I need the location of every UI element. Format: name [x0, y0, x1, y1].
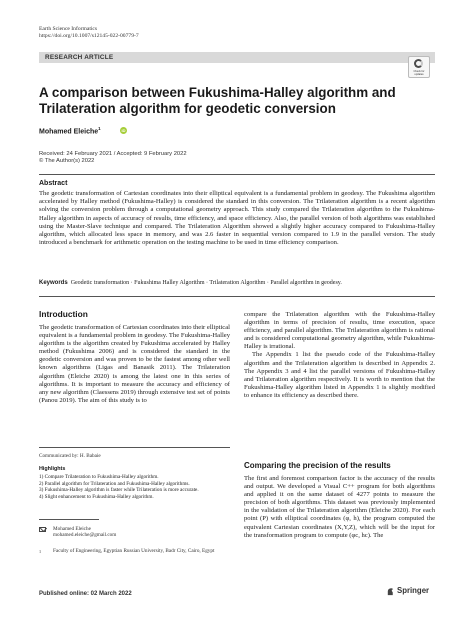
abstract-top-rule — [39, 174, 435, 175]
author-name: Mohamed Eleiche — [39, 128, 99, 136]
introduction-right-text-2: The Appendix 1 list the pseudo code of the Fukushima-Halley algorithm and the Trilateration algorithm is described in Appendix 2. The Appendix 3 and 4 list the parallel versions of Fukushima-Halley and Trilateration algorithm respectively. It is worth to mention that the Fukushima-Halley algorithm listed in Appendix 1 is slightly modified to enhance its efficiency as described there. — [244, 351, 435, 399]
author-line — [39, 126, 101, 135]
precision-section-heading: Comparing the precision of the results — [244, 461, 391, 470]
published-online-date: Published online: 02 March 2022 — [39, 591, 132, 597]
update-icon — [414, 59, 423, 68]
communicated-by: Communicated by: H. Babaie — [39, 453, 101, 459]
introduction-right-text: compare the Trilateration algorithm with the Fukushima-Halley algorithm in terms of precision of results, time execution, space efficiency, and parallel algorithm. The Trilateration algorithm is rational and is considered computational geometry algorithm, while Fukushima-Halley is irrational. — [244, 311, 435, 351]
affiliation-text: Faculty of Engineering, Egyptian Russian University, Badr City, Cairo, Egypt — [53, 548, 215, 554]
footnote-rule — [39, 447, 230, 448]
check-for-updates-label: Check for updates — [413, 70, 425, 76]
keywords-text: Geodetic transformation · Fukushima Halley Algorithm · Trilateration Algorithm · Parallel algorithm in geodesy. — [70, 280, 342, 286]
doi-link[interactable]: https://doi.org/10.1007/s12145-022-00779-7 — [39, 33, 139, 39]
keywords-label: Keywords — [39, 280, 68, 286]
orcid-icon[interactable]: iD — [121, 128, 126, 133]
paper-title: A comparison between Fukushima-Halley algorithm and Trilateration algorithm for geodetic conversion — [39, 85, 396, 116]
highlight-item: 4) Slight enhancement to Fukushima-Halley algorithm. — [39, 493, 154, 500]
highlight-item: 3) Fukushima-Halley algorithm is faster while Trilateration is more accurate. — [39, 487, 199, 494]
affiliation-rule — [39, 519, 99, 520]
journal-name: Earth Science Informatics — [39, 26, 98, 32]
check-for-updates-badge[interactable] — [408, 56, 430, 78]
highlights-list — [39, 474, 229, 500]
highlights-heading: Highlights — [39, 466, 66, 472]
highlight-item: 2) Parallel algorithm for Trilateration and Fukushima-Halley algorithms. — [39, 480, 190, 487]
publisher-logo-text: Springer — [397, 586, 430, 595]
highlight-item: 1) Compare Trilateration to Fukushima-Halley algorithm. — [39, 474, 159, 480]
corresponding-author-name: Mohamed Eleiche — [53, 526, 91, 532]
abstract-text: The geodetic transformation of Cartesian coordinates into their elliptical equivalent is a fundamental problem in geodesy. The Fukushima algorithm accelerated by Halley method (Fukushima-Halley) is considered the standard in this conversion. The Trilateration algorithm is a recent algorithm solving the conversion problem through a computational geometry approach. This study compared the Trilateration algorithm to the Fukushima-Halley algorithm in aspects of accuracy of results, time efficiency, and space efficiency. Also, the parallel version of both algorithms was established using the Master-Slave technique and compared. The Trilateration Algorithm showed a slightly higher accuracy compared to Fukushima-Halley algorithm, which allocated less space in memory, and was 2.6 faster in sequential version compared to 1.9 in the parallel version. The study introduced a benchmark for arithmetic operation on the testing machine to be used in time efficiency comparison. — [39, 190, 435, 247]
received-accepted-dates: Received: 24 February 2021 / Accepted: 9 February 2022 — [39, 151, 187, 157]
introduction-right-column — [244, 311, 435, 400]
envelope-icon — [39, 527, 46, 532]
introduction-heading: Introduction — [39, 309, 88, 319]
article-type-label: RESEARCH ARTICLE — [45, 54, 114, 61]
introduction-left-text: The geodetic transformation of Cartesian coordinates into their elliptical equivalent is a fundamental problem in geodesy. The Fukushima-Halley algorithm is the algorithm created by Fukushima accelerated by Halley method (Fukushima 2006) and is considered the standard in the geodetic conversion and was proven to be the fastest among other well known algorithms (Ligas and Banasik 2011). The Trilateration algorithm (Eleiche 2020) is among the latest one in this series of algorithms. It is important to measure the accuracy and efficiency of any new algorithm (Claessens 2019) through extensive test set of points (Panou 2019). The aim of this study is to — [39, 324, 230, 404]
affiliation-number: 1 — [39, 549, 42, 554]
precision-section-text: The first and foremost comparison factor is the accuracy of the results and output. We developed a Visual C++ program for both algorithms and applied it on the same dataset of 4277 points to measure the precision of both algorithms. This dataset was previously implemented in the validation of the Trilateration algorithm (Eleiche 2020). For each point (P) with elliptical coordinates (φ, h), the program computed the equivalent Cartesian coordinates (X,Y,Z), which will be the input for the transformation program to compute (φc, hc). The — [244, 475, 435, 539]
springer-horse-icon — [386, 587, 395, 596]
article-type-banner — [39, 52, 435, 63]
author-affiliation-mark: 1 — [98, 126, 101, 131]
keywords-line — [39, 280, 435, 287]
abstract-heading: Abstract — [39, 180, 68, 187]
keywords-bottom-rule — [39, 296, 435, 297]
corresponding-author-email[interactable]: mohamed.eleiche@gmail.com — [53, 532, 117, 538]
copyright-notice: © The Author(s) 2022 — [39, 158, 95, 164]
